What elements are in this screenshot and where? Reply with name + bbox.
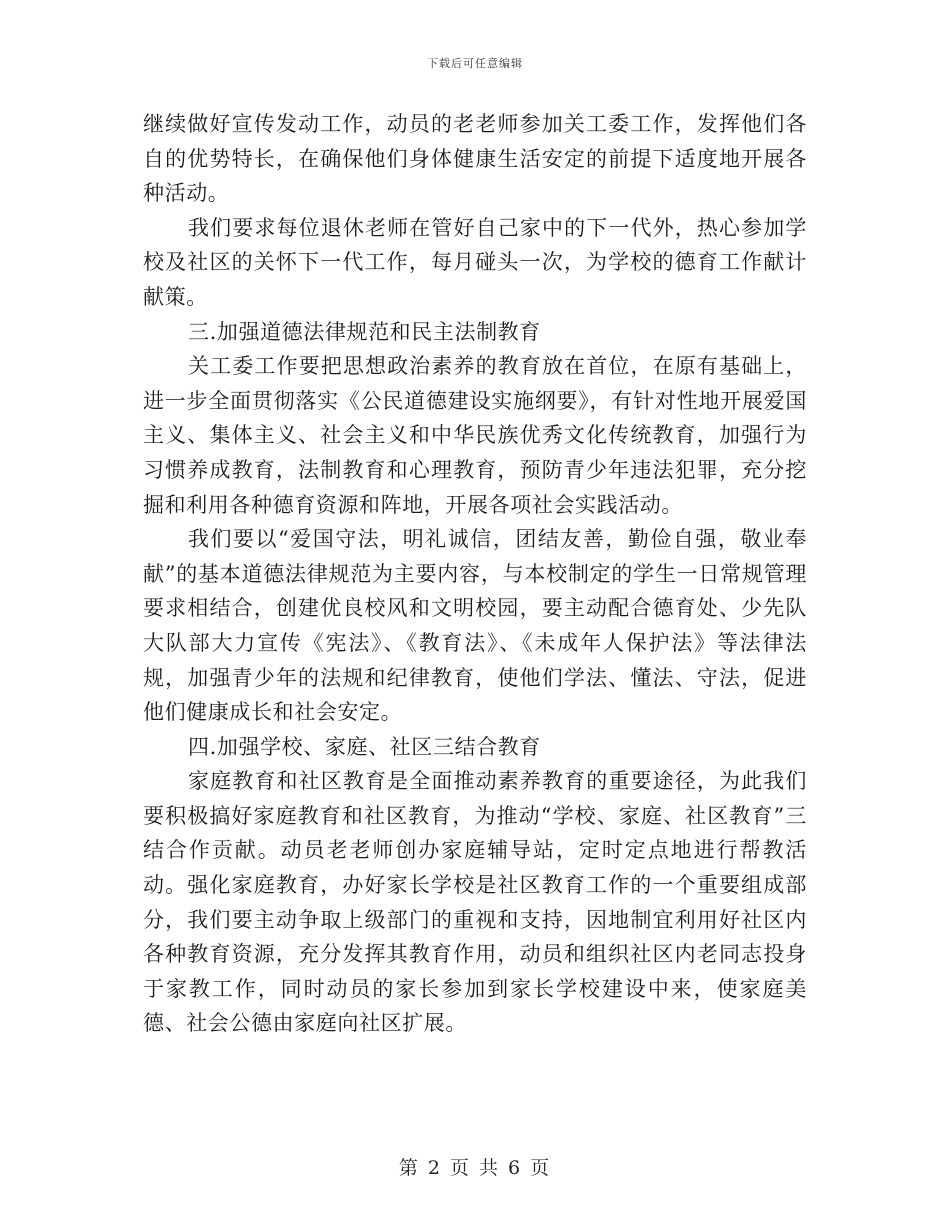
page-number-footer: 第 2 页 共 6 页	[398, 1157, 552, 1179]
paragraph-family-community-education: 家庭教育和社区教育是全面推动素养教育的重要途径，为此我们要积极搞好家庭教育和社区教育，为推动“学校、家庭、社区教育”三结合作贡献。动员老老师创办家庭辅导站，定时定点地进行帮教活动。强化家庭教育，办好家长学校是社区教育工作的一个重要组成部分，我们要主动争取上级部门的重视和支持，因地制宜利用好社区内各种教育资源，充分发挥其教育作用，动员和组织社区内老同志投身于家教工作，同时动员的家长参加到家长学校建设中来，使家庭美德、社会公德由家庭向社区扩展。	[143, 769, 807, 1036]
paragraph-retired-teachers: 我们要求每位退休老师在管好自己家中的下一代外，热心参加学校及社区的关怀下一代工作，每月碰头一次，为学校的德育工作献计献策。	[143, 215, 807, 309]
page-header-note: 下载后可任意编辑	[427, 57, 523, 70]
paragraph-moral-norms: 我们要以“爱国守法，明礼诚信，团结友善，勤俭自强，敬业奉献”的基本道德法律规范为主要内容，与本校制定的学生一日常规管理要求相结合，创建优良校风和文明校园，要主动配合德育处、少先队大队部大力宣传《宪法》、《教育法》、《未成年人保护法》等法律法规，加强青少年的法规和纪律教育，使他们学法、懂法、守法，促进他们健康成长和社会安定。	[143, 527, 807, 725]
document-body	[143, 107, 807, 1041]
section-heading-4: 四.加强学校、家庭、社区三结合教育	[188, 734, 541, 759]
paragraph-ideological-education: 关工委工作要把思想政治素养的教育放在首位，在原有基础上，进一步全面贯彻落实《公民道德建设实施纲要》，有针对性地开展爱国主义、集体主义、社会主义和中华民族优秀文化传统教育，加强行为习惯养成教育，法制教育和心理教育，预防青少年违法犯罪，充分挖掘和利用各种德育资源和阵地，开展各项社会实践活动。	[143, 354, 807, 517]
paragraph-continuation: 继续做好宣传发动工作，动员的老老师参加关工委工作，发挥他们各自的优势特长，在确保他们身体健康生活安定的前提下适度地开展各种活动。	[143, 112, 807, 206]
section-heading-3: 三.加强道德法律规范和民主法制教育	[188, 319, 541, 344]
